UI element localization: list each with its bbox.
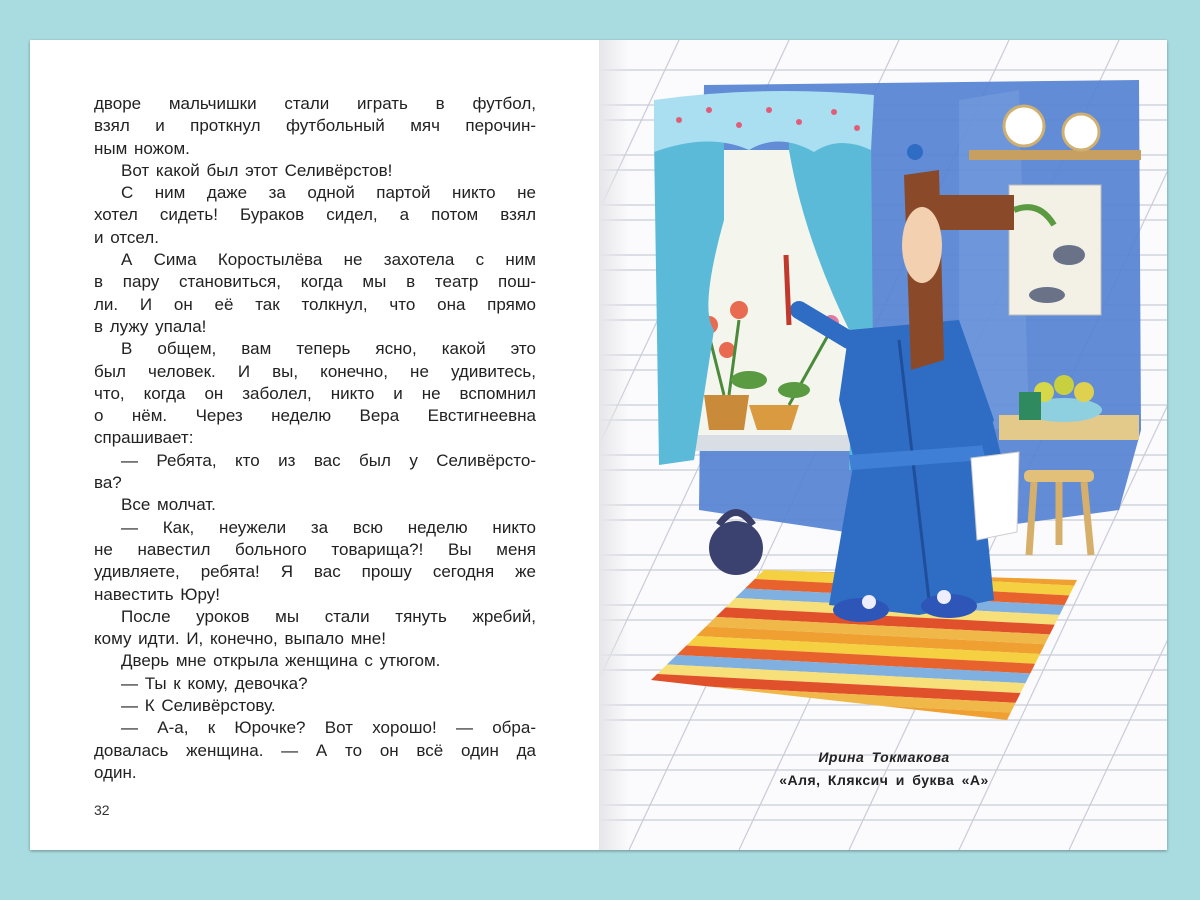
text-line: — Ты к кому, девочка? — [121, 673, 308, 693]
paper — [971, 452, 1019, 540]
text-line: ным ножом. — [94, 138, 190, 158]
text-line: ва? — [94, 473, 122, 493]
text-line: в пару становиться, когда мы в театр пош- — [94, 272, 536, 292]
jar — [1019, 392, 1041, 420]
shelf — [969, 150, 1141, 160]
rug-stripe — [635, 703, 1095, 737]
text-line: А Сима Коростылёва не захотела с ним — [121, 250, 536, 270]
text-line: Дверь мне открыла женщина с утюгом. — [121, 651, 441, 671]
book-spread — [30, 40, 1167, 850]
illustration — [599, 40, 1167, 850]
window-sill — [689, 435, 864, 451]
face — [902, 207, 942, 283]
plate — [1004, 106, 1044, 146]
text-line: спрашивает: — [94, 428, 194, 448]
story-text — [94, 93, 536, 784]
stool — [1024, 470, 1094, 482]
text-line: один. — [94, 762, 137, 782]
text-line: что, когда он заболел, никто и не вспомнил — [94, 383, 536, 403]
text-line: После уроков мы стали тянуть жребий, — [121, 606, 536, 626]
text-line: — К Селивёрстову. — [121, 696, 276, 716]
text-line: не навестил больного товарища?! Вы меня — [94, 539, 536, 559]
plate — [1063, 114, 1099, 150]
text-line: дворе мальчишки стали играть в футбол, — [94, 94, 536, 113]
text-line: о нём. Через неделю Вера Евстигнеевна — [94, 406, 536, 426]
slipper — [833, 598, 889, 622]
text-line: — Как, неужели за всю неделю никто — [121, 517, 536, 537]
text-line: в лужу упала! — [94, 316, 207, 336]
text-line: Все молчат. — [121, 495, 216, 515]
text-line: удивляете, ребята! Я вас прошу сегодня же — [94, 562, 536, 582]
valance — [654, 91, 874, 152]
pencil — [786, 255, 789, 325]
text-line: кому идти. И, конечно, выпало мне! — [94, 629, 386, 649]
text-line: и отсел. — [94, 227, 159, 247]
text-line: навестить Юру! — [94, 584, 220, 604]
kettlebell — [709, 513, 763, 576]
text-line: был человек. И вы, конечно, не удивитесь, — [94, 361, 536, 381]
left-page — [30, 40, 599, 850]
text-line: В общем, вам теперь ясно, какой это — [121, 339, 536, 359]
text-line: ли. И он её так толкнул, что она прямо — [94, 294, 536, 314]
text-line: — А-а, к Юрочке? Вот хорошо! — обра- — [121, 718, 536, 738]
text-line: Вот какой был этот Селивёрстов! — [121, 160, 393, 180]
text-line: довалась женщина. — А то он всё один да — [94, 740, 536, 760]
caption-author: Ирина Токмакова — [818, 749, 950, 765]
text-line: — Ребята, кто из вас был у Селивёрсто- — [121, 450, 536, 470]
text-line: С ним даже за одной партой никто не — [121, 183, 536, 203]
page-number: 32 — [94, 802, 110, 818]
caption-title: «Аля, Кляксич и буква «А» — [779, 772, 989, 788]
text-line: взял и проткнул футбольный мяч перочин- — [94, 116, 536, 136]
text-line: хотел сидеть! Бураков сидел, а потом взял — [94, 205, 536, 225]
right-page — [599, 40, 1167, 850]
